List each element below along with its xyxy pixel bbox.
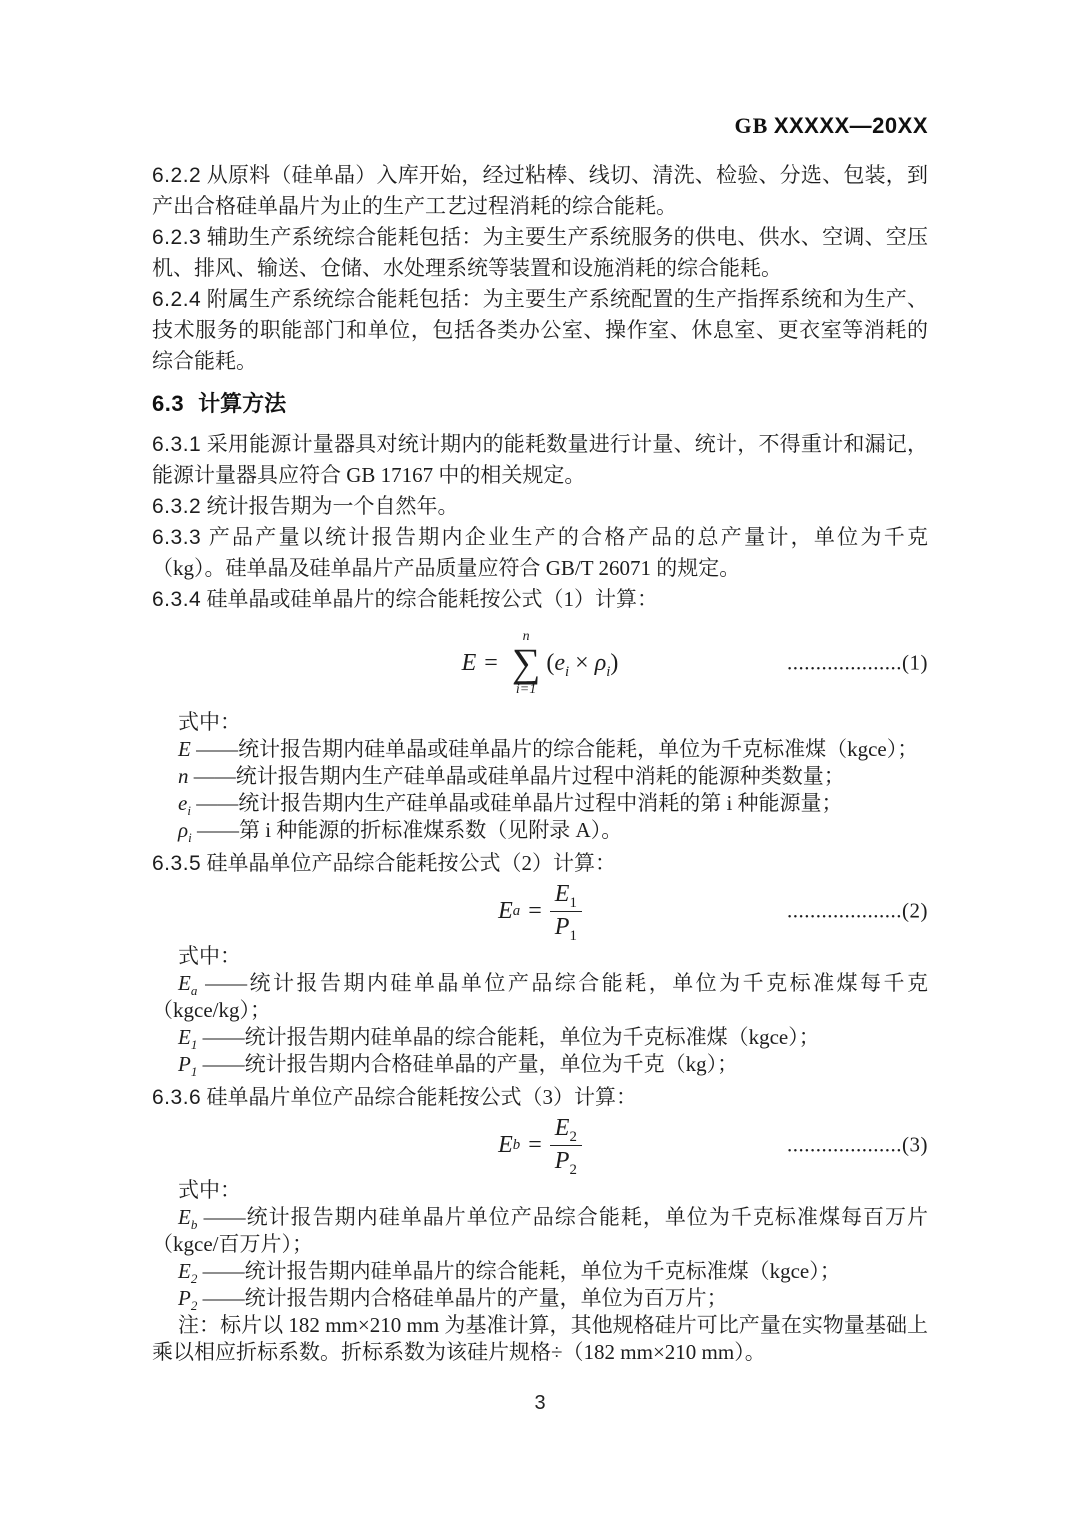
definition-E <box>152 736 928 763</box>
numerator-var: E <box>554 1114 570 1141</box>
clause-text: 硅单晶单位产品综合能耗按公式（2）计算： <box>206 851 616 875</box>
definition-ei <box>152 790 928 817</box>
symbol-sub: 1 <box>190 1064 198 1080</box>
definition-E1 <box>152 1024 928 1051</box>
clause-6-3-3 <box>152 522 928 584</box>
sum-lower-limit: i=1 <box>515 681 537 697</box>
summation-block <box>512 630 541 697</box>
definition-Ea <box>152 970 928 1024</box>
page-number: 3 <box>534 1392 546 1414</box>
sum-upper-limit: n <box>522 628 530 644</box>
clause-text: 采用能源计量器具对统计期内的能耗数量进行计量、统计，不得重计和漏记，能源计量器具应符合 GB 17167 中的相关规定。 <box>152 432 929 487</box>
clause-6-3-5 <box>152 848 928 879</box>
symbol-sub: 1 <box>190 1037 198 1053</box>
symbol-sub: 2 <box>190 1298 198 1314</box>
clause-6-3-2 <box>152 491 928 522</box>
definition-P1 <box>152 1051 928 1078</box>
definition-text: ——统计报告期内硅单晶片的综合能耗，单位为千克标准煤（kgce）； <box>197 1259 841 1283</box>
clause-text: 硅单晶片单位产品综合能耗按公式（3）计算： <box>206 1085 637 1109</box>
fraction <box>550 1114 582 1178</box>
symbol: E <box>178 1205 191 1229</box>
definition-text: ——统计报告期内硅单晶片单位产品综合能耗，单位为千克标准煤每百万片（kgce/百万片）； <box>152 1205 928 1256</box>
times-sign: × <box>575 649 589 676</box>
formula-1-row <box>152 623 928 703</box>
close-paren: ) <box>610 649 619 676</box>
definition-text: ——统计报告期内合格硅单晶片的产量，单位为百万片； <box>197 1286 728 1310</box>
denominator-sub: 1 <box>569 927 577 944</box>
definition-text: ——统计报告期内生产硅单晶或硅单晶片过程中消耗的能源种类数量； <box>188 764 845 788</box>
note-text: 标片以 182 mm×210 mm 为基准计算，其他规格硅片可比产量在实物量基础上乘以相应折标系数。折标系数为该硅片规格÷（182 mm×210 mm）。 <box>152 1313 929 1364</box>
note-paragraph <box>152 1312 928 1366</box>
symbol: E <box>178 1025 191 1049</box>
var-e: e <box>554 649 566 676</box>
denominator-var: P <box>554 1147 570 1174</box>
equals-sign: = <box>484 649 498 676</box>
section-title: 计算方法 <box>198 391 287 416</box>
clause-6-2-4 <box>152 284 928 377</box>
section-heading-6-3 <box>152 389 928 419</box>
sigma-symbol: ∑ <box>511 639 541 685</box>
formula-2-leader: ....................(2) <box>787 898 928 923</box>
numerator-var: E <box>554 880 570 907</box>
symbol: ρ <box>178 818 189 842</box>
clause-6-3-1 <box>152 429 928 491</box>
fraction-denominator <box>550 912 582 942</box>
clause-text: 辅助生产系统综合能耗包括：为主要生产系统服务的供电、供水、空调、空压机、排风、输送、仓储、水处理系统等装置和设施消耗的综合能耗。 <box>152 225 929 280</box>
document-code-header <box>152 112 928 140</box>
definition-rhoi <box>152 817 928 844</box>
clause-number: 6.3.2 <box>152 495 202 518</box>
numerator-sub: 2 <box>569 1128 577 1145</box>
clause-number: 6.3.4 <box>152 588 202 611</box>
clause-6-3-4 <box>152 584 928 615</box>
definition-text: ——第 i 种能源的折标准煤系数（见附录 A）。 <box>191 818 623 842</box>
formula-3-leader: ....................(3) <box>787 1132 928 1157</box>
symbol-sub: 2 <box>190 1271 198 1287</box>
var-e-sub: i <box>565 663 570 680</box>
clause-number: 6.3.6 <box>152 1086 202 1109</box>
clause-number: 6.3.5 <box>152 852 202 875</box>
symbol-sub: i <box>187 803 191 819</box>
clause-text: 产品产量以统计报告期内企业生产的合格产品的总产量计，单位为千克（kg）。硅单晶及硅单晶片产品质量应符合 GB/T 26071 的规定。 <box>152 525 929 580</box>
symbol: E <box>178 971 191 995</box>
formula-1-leader: ....................(1) <box>787 650 928 675</box>
formula-lhs: E <box>498 1131 513 1158</box>
formula-1 <box>462 630 619 697</box>
clause-6-3-6 <box>152 1082 928 1113</box>
section-number: 6.3 <box>152 391 185 416</box>
where-label: 式中： <box>178 710 241 734</box>
symbol-sub: b <box>190 1217 198 1233</box>
definition-text: ——统计报告期内生产硅单晶或硅单晶片过程中消耗的第 i 种能源量； <box>190 791 843 815</box>
fraction-numerator <box>550 1115 582 1146</box>
open-paren: ( <box>546 649 555 676</box>
symbol: E <box>178 737 191 761</box>
numerator-sub: 1 <box>569 894 577 911</box>
formula-2: E a = $\frac{E_1}{P_1}$ <box>498 881 582 941</box>
definition-Eb <box>152 1204 928 1258</box>
formula-lhs: E <box>498 897 513 924</box>
symbol: n <box>178 764 189 788</box>
symbol: E <box>178 1259 191 1283</box>
formula-lhs: E <box>461 649 477 676</box>
where-label: 式中： <box>178 944 241 968</box>
var-rho-sub: i <box>606 663 611 680</box>
fraction-numerator <box>550 881 582 912</box>
definition-text: ——统计报告期内硅单晶的综合能耗，单位为千克标准煤（kgce）； <box>197 1025 820 1049</box>
formula-3-row <box>152 1114 928 1178</box>
formula-2-row <box>152 880 928 944</box>
denominator-sub: 2 <box>569 1161 577 1178</box>
definition-text: ——统计报告期内硅单晶或硅单晶片的综合能耗，单位为千克标准煤（kgce）； <box>190 737 919 761</box>
gb-prefix: GB <box>734 113 769 138</box>
clause-text: 统计报告期为一个自然年。 <box>206 494 459 518</box>
clause-6-2-3 <box>152 222 928 284</box>
symbol: P <box>178 1052 191 1076</box>
definition-E2 <box>152 1258 928 1285</box>
definition-text: ——统计报告期内合格硅单晶的产量，单位为千克（kg）； <box>197 1052 739 1076</box>
symbol-sub: i <box>188 830 192 846</box>
standard-number: XXXXX—20XX <box>773 113 928 138</box>
var-rho: ρ <box>594 649 607 676</box>
clause-text: 附属生产系统综合能耗包括：为主要生产系统配置的生产指挥系统和为生产、技术服务的职能部门和单位，包括各类办公室、操作室、休息室、更衣室等消耗的综合能耗。 <box>152 287 929 373</box>
clause-number: 6.3.1 <box>152 433 202 456</box>
fraction <box>550 880 582 944</box>
clause-6-2-2 <box>152 160 928 222</box>
definition-text: ——统计报告期内硅单晶单位产品综合能耗，单位为千克标准煤每千克（kgce/kg）； <box>152 971 928 1022</box>
definition-n <box>152 763 928 790</box>
symbol-sub: a <box>190 983 198 999</box>
equals-sign: = <box>528 897 542 924</box>
denominator-var: P <box>554 913 570 940</box>
fraction-denominator <box>550 1146 582 1176</box>
clause-number: 6.2.3 <box>152 226 202 249</box>
equals-sign: = <box>528 1131 542 1158</box>
clause-number: 6.2.2 <box>152 164 202 187</box>
note-label: 注： <box>178 1313 221 1337</box>
clause-number: 6.2.4 <box>152 288 202 311</box>
formula-body <box>546 649 619 680</box>
clause-text: 从原料（硅单晶）入库开始，经过粘棒、线切、清洗、检验、分选、包装，到产出合格硅单晶片为止的生产工艺过程消耗的综合能耗。 <box>152 163 929 218</box>
where-label: 式中： <box>178 1178 241 1202</box>
symbol: P <box>178 1286 191 1310</box>
formula-3: E b = $\frac{E_2}{P_2}$ <box>498 1115 582 1175</box>
symbol: e <box>178 791 188 815</box>
clause-number: 6.3.3 <box>152 526 202 549</box>
definition-P2 <box>152 1285 928 1312</box>
clause-text: 硅单晶或硅单晶片的综合能耗按公式（1）计算： <box>206 587 658 611</box>
